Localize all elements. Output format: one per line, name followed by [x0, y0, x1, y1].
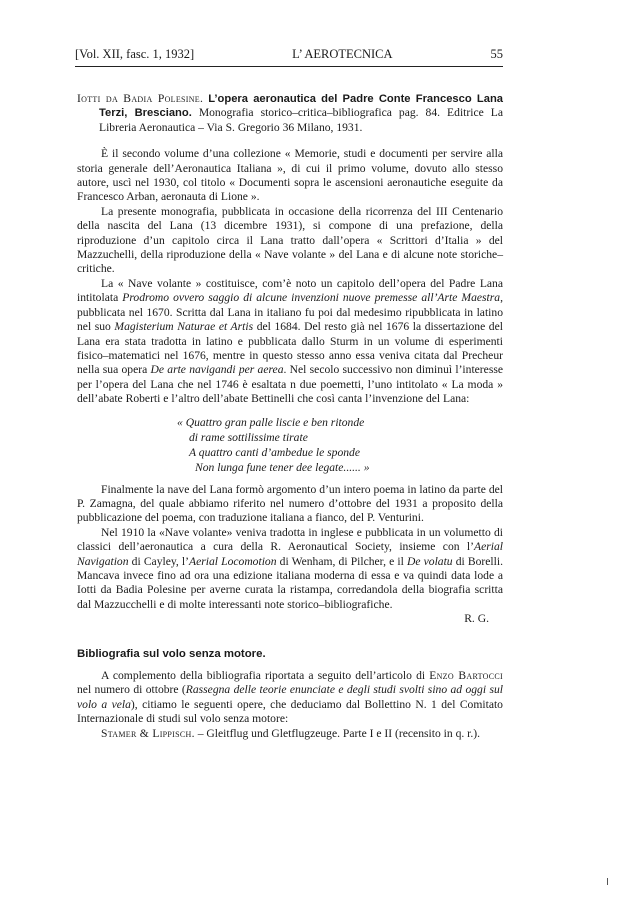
- section-paragraph: [77, 669, 503, 727]
- header-rule: [75, 66, 503, 67]
- entry-text: – Gleitflug und Gletflugzeuge. Parte I e II (recensito in q. r.).: [194, 726, 481, 740]
- poem-line: Non lunga fune tener dee legate...... »: [195, 460, 370, 474]
- review-signature: R. G.: [464, 612, 489, 626]
- page-body: [77, 92, 503, 741]
- bibliography-entry: [77, 727, 503, 741]
- book-title: Magisterium Naturae et Artis: [114, 320, 254, 334]
- running-header: [75, 47, 503, 62]
- text-run: Nel 1910 la «Nave volante» veniva tradotta in inglese e pubblicata in un volumetto di classici dell’aeronautica a cura della R. Aeronautical Society, insieme con l’: [77, 525, 503, 554]
- book-title: Aerial Locomotion: [189, 554, 277, 568]
- text-run: La « Nave volante » costituisce, com’è noto un capitolo dell’opera del Padre Lana intitolata: [77, 276, 503, 305]
- review-citation: [77, 92, 503, 135]
- text-run: di Wenham, di Pilcher, e il: [276, 554, 407, 568]
- journal-title: L’ AEROTECNICA: [292, 47, 393, 61]
- book-title: De arte navigandi per aerea: [150, 363, 284, 377]
- book-title: De volatu: [406, 554, 453, 568]
- text-run: A complemento della bibliografia riportata a seguito dell’articolo di: [101, 669, 430, 682]
- paragraph-3: [77, 277, 503, 407]
- article-title: Rassegna delle teorie enunciate e degli studi svolti sino ad oggi sul volo a vela: [77, 683, 503, 711]
- text-run: . Nel secolo successivo non diminuì l’interesse per l’opera del Lana che nel 1746 è esaltata n due poemetti, l’uno intitolato « La moda » dell’abate Roberti e l’altro dell’abate Bettinelli che così canta l’invenzione del Lana:: [77, 363, 503, 406]
- text-run: , pubblicata nel 1670. Scritta dal Lana in italiano fu poi dal medesimo ripubblicata in latino nel suo: [77, 291, 503, 334]
- paragraph-2: La presente monografia, pubblicata in occasione della ricorrenza del III Centenario della nascita del Lana (13 dicembre 1931), si compone di una prefazione, della riproduzione d’un capitolo circa il Lana tratto dall’opera « Scrittori d’Italia » del Mazzuchelli, della riproduzione della « Nave volante » del Lana e di alcune note storiche–critiche.: [77, 204, 503, 276]
- text-run: di Borelli. Mancava invece fino ad ora una edizione italiana moderna di essa e va quindi data lode a Iotti da Badia Polesine per averne curata la ristampa, corredandola della biografia scritta dal Mazzucchelli e di molte interessanti note storico–bibliografiche.: [77, 554, 503, 611]
- review-author: Iotti da Badia Polesine.: [77, 92, 204, 105]
- author-name: Enzo Bartocci: [429, 669, 503, 682]
- section-title: Bibliografia sul volo senza motore.: [77, 647, 266, 660]
- paragraph-5: [77, 526, 503, 612]
- review-details: Monografia storico–critica–bibliografica pag. 84. Editrice La Libreria Aeronautica – Via S. Gregorio 36 Milano, 1931.: [99, 106, 503, 134]
- scan-mark: [607, 878, 608, 885]
- paragraph-4: Finalmente la nave del Lana formò argomento d’un intero poema in latino da parte del P. Zamagna, del quale abbiamo riferito nel numero d’ottobre del 1931 a proposito della pubblicazione del poema, con traduzione italiana a fianco, del P. Venturini.: [77, 482, 503, 525]
- entry-authors: Stamer & Lippisch.: [101, 726, 195, 740]
- poem-line: « Quattro gran palle liscie e ben ritonde: [177, 415, 365, 429]
- page-number: 55: [490, 47, 503, 61]
- poem-line: A quattro canti d’ambedue le sponde: [189, 445, 360, 459]
- poem-quote: [177, 415, 503, 475]
- text-run: nel numero di ottobre (: [77, 683, 186, 697]
- book-title: Aerial Navigation: [77, 540, 503, 568]
- paragraph-1: È il secondo volume d’una collezione « Memorie, studi e documenti per servire alla storia generale dell’Aeronautica Italiana », di cui il primo volume, dovuto allo stesso autore, uscì nel 1930, col titolo « Documenti sopra le ascensioni aeronautiche eseguite da Francesco Arban, aeronauta di Lione ».: [77, 147, 503, 204]
- text-run: del 1684. Del resto già nel 1676 la dissertazione del Lana era stata tradotta in latino e pubblicata dallo Sturm in un volume di esperimenti fisico–matematici nel 1676, mentre in questo stesso anno essa veniva citata dal Precheur nella sua opera: [77, 320, 503, 377]
- text-run: ), citiamo le seguenti opere, che deduciamo dal Bollettino N. 1 del Comitato Internazionale di studi sul volo senza motore:: [77, 697, 503, 726]
- review-iotti: [77, 92, 503, 135]
- poem-line: di rame sottilissime tirate: [189, 430, 308, 444]
- volume-info: [Vol. XII, fasc. 1, 1932]: [75, 47, 195, 61]
- review-title: L’opera aeronautica del Padre Conte Francesco Lana Terzi, Bresciano.: [99, 93, 504, 120]
- text-run: di Cayley, l’: [128, 554, 190, 568]
- book-title: Prodromo ovvero saggio di alcune invenzioni nuove premesse all’Arte Maestra: [122, 291, 501, 305]
